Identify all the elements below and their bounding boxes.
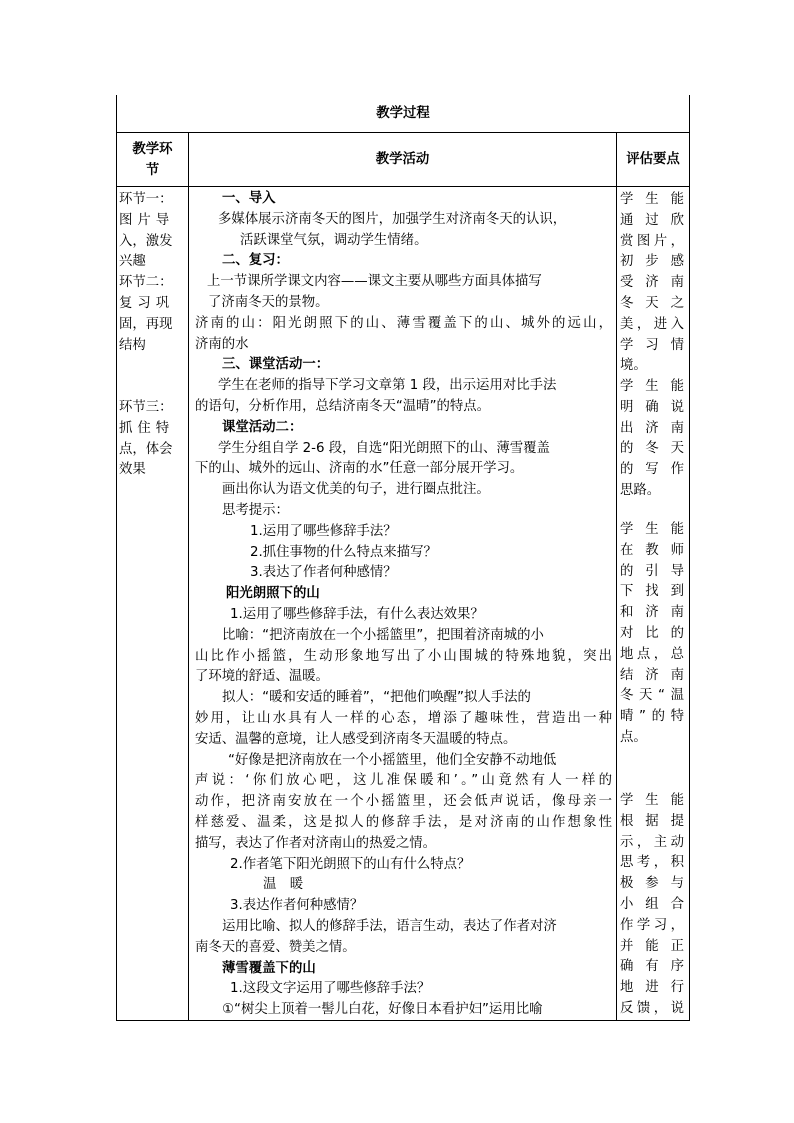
evaluation-line: 地点，总	[620, 646, 684, 662]
activity-line: ①“树尖上顶着一髻儿白花，好像日本看护妇”运用比喻	[222, 1002, 543, 1018]
stage-line: 入，激发	[119, 233, 173, 249]
evaluation-line: 明确说	[620, 399, 684, 415]
evaluation-line: 极参与	[620, 876, 684, 892]
activity-line: 了环境的舒适、温暖。	[195, 669, 329, 685]
evaluation-line: 晴”的特	[620, 709, 684, 725]
evaluation-line: 美，进入	[620, 316, 684, 332]
evaluation-line: 并能正	[620, 938, 684, 954]
activity-line: 温 暖	[263, 877, 304, 893]
evaluation-block-1	[620, 190, 684, 377]
evaluation-line: 学生能	[620, 379, 684, 394]
stage-line: 兴趣	[119, 254, 146, 270]
stage-block-1	[119, 190, 185, 356]
row-divider-title	[116, 132, 690, 133]
activity-line: 拟人：“暖和安适的睡着”，“把他们唤醒”拟人手法的	[222, 690, 531, 706]
evaluation-line: 和济南	[620, 605, 684, 621]
activity-line: 了济南冬天的景物。	[208, 295, 329, 310]
evaluation-line: 确有序	[620, 959, 684, 975]
evaluation-line: 点。	[620, 729, 647, 745]
stage-line: 环节一：	[119, 192, 173, 207]
stage-line: 环节三：	[119, 400, 173, 415]
evaluation-line: 的冬天	[620, 441, 684, 457]
table-border-right	[689, 95, 690, 1021]
activity-line: 2.作者笔下阳光朗照下的山有什么特点？	[230, 856, 471, 872]
header-teaching-activity: 教学活动	[375, 152, 430, 167]
stage-line: 固，再现	[119, 316, 173, 332]
evaluation-block-3	[620, 520, 684, 749]
activity-line: 2.抓住事物的什么特点来描写？	[250, 544, 437, 560]
evaluation-line: 学生能	[620, 192, 684, 207]
activity-line: 3.表达作者何种感情？	[230, 898, 364, 914]
activity-line: 画出你认为语文优美的句子，进行圈点批注。	[222, 482, 490, 498]
evaluation-line: 受济南	[620, 275, 684, 291]
column-divider-2	[616, 132, 617, 1021]
activity-line: 3.表达了作者何种感情？	[250, 565, 397, 581]
activity-line: 多媒体展示济南冬天的图片，加强学生对济南冬天的认识，	[218, 211, 567, 227]
activity-heading: 二、复习：	[222, 253, 289, 269]
column-divider-1	[188, 132, 189, 1021]
activity-line: 南冬天的喜爱、赞美之情。	[195, 939, 356, 955]
stage-line: 图片导	[119, 212, 175, 228]
activity-line: 比喻：“把济南放在一个小摇篮里”，把围着济南城的小	[222, 627, 544, 643]
header-teaching-stage-line1: 教学环	[132, 142, 173, 157]
evaluation-line: 下找到	[620, 584, 684, 600]
evaluation-line: 根据提	[620, 813, 684, 829]
evaluation-line: 思路。	[620, 482, 661, 498]
evaluation-line: 在教师	[620, 542, 684, 558]
activity-line: 山比作小摇篮，生动形象地写出了小山围城的特殊地貌，突出	[195, 648, 612, 664]
evaluation-line: 学习情	[620, 337, 684, 353]
header-evaluation-points: 评估要点	[626, 152, 680, 167]
activity-line: 安适、温馨的意境，让人感受到济南冬天温暖的特点。	[195, 731, 517, 747]
activity-heading: 阳光朗照下的山	[226, 586, 320, 602]
activity-line: 妙用，让山水具有人一样的心态，增添了趣味性，营造出一种	[195, 711, 612, 726]
evaluation-line: 作学习，	[620, 917, 684, 933]
table-border-left	[116, 95, 117, 1021]
evaluation-block-4	[620, 791, 684, 1020]
activity-line: 1.这段文字运用了哪些修辞手法？	[230, 981, 431, 997]
evaluation-line: 结济南	[620, 667, 684, 683]
activity-heading: 课堂活动二：	[222, 419, 303, 435]
activity-line: 1.运用了哪些修辞手法？	[250, 523, 397, 539]
evaluation-block-2	[620, 377, 684, 502]
evaluation-line: 示，主动	[620, 834, 684, 850]
activity-line: 的语句，分析作用，总结济南冬天“温晴”的特点。	[195, 399, 491, 414]
evaluation-line: 通过欣	[620, 212, 684, 228]
stage-line: 点，体会	[119, 441, 173, 457]
evaluation-line: 思考，积	[620, 855, 684, 871]
stage-line: 结构	[119, 337, 146, 353]
evaluation-line: 的写作	[620, 462, 684, 478]
activity-line: 思考提示：	[222, 503, 289, 518]
stage-line: 效果	[119, 462, 146, 478]
row-divider-header	[116, 186, 690, 187]
activity-line: 上一节课所学课文内容——课文主要从哪些方面具体描写	[207, 274, 542, 290]
evaluation-line: 学生能	[620, 793, 684, 808]
activity-heading: 薄雪覆盖下的山	[222, 960, 316, 976]
evaluation-line: 的引导	[620, 563, 684, 579]
stage-line: 环节二：	[119, 275, 173, 291]
activity-line: 声说：‘你们放心吧，这儿准保暖和’。”山竟然有人一样的	[195, 773, 612, 789]
evaluation-line: 出济南	[620, 420, 684, 436]
stage-line: 抓住特	[119, 420, 175, 436]
evaluation-line: 赏图片，	[620, 233, 684, 249]
activity-heading: 一、导入	[222, 191, 276, 206]
activity-line: 济南的水	[195, 336, 249, 352]
activity-line: 活跃课堂气氛，调动学生情绪。	[240, 232, 428, 248]
activity-line: 济南的山：阳光朗照下的山、薄雪覆盖下的山、城外的远山，	[195, 315, 612, 331]
activity-line: 下的山、城外的远山、济南的水”任意一部分展开学习。	[195, 461, 524, 477]
evaluation-line: 对比的	[620, 625, 684, 641]
activity-line: 1.运用了哪些修辞手法，有什么表达效果？	[230, 607, 484, 622]
activity-line: “好像是把济南放在一个小摇篮里，他们全安静不动地低	[228, 752, 557, 768]
evaluation-line: 地进行	[620, 980, 684, 996]
activity-line: 学生在老师的指导下学习文章第 1 段，出示运用对比手法	[218, 378, 557, 394]
evaluation-line: 冬天“温	[620, 688, 684, 704]
header-teaching-stage-line2: 节	[145, 163, 160, 178]
evaluation-line: 小组合	[620, 896, 684, 912]
evaluation-line: 冬天之	[620, 295, 684, 311]
activity-line: 运用比喻、拟人的修辞手法，语言生动，表达了作者对济	[222, 919, 557, 934]
activity-line: 学生分组自学 2-6 段，自选“阳光朗照下的山、薄雪覆盖	[218, 440, 550, 456]
evaluation-line: 反馈，说	[620, 1000, 684, 1016]
stage-line: 复习巩	[119, 295, 175, 311]
stage-block-3	[119, 398, 185, 481]
activity-line: 描写，表达了作者对济南山的热爱之情。	[195, 835, 437, 851]
evaluation-line: 境。	[620, 358, 647, 374]
activity-line: 动作，把济南安放在一个小摇篮里，还会低声说话，像母亲一	[195, 794, 612, 810]
evaluation-line: 初步感	[620, 254, 684, 270]
table-title: 教学过程	[376, 106, 430, 121]
activity-heading: 三、课堂活动一：	[222, 357, 330, 373]
activity-line: 样慈爱、温柔，这是拟人的修辞手法，是对济南的山作想象性	[195, 815, 612, 830]
evaluation-line: 学生能	[620, 522, 684, 537]
